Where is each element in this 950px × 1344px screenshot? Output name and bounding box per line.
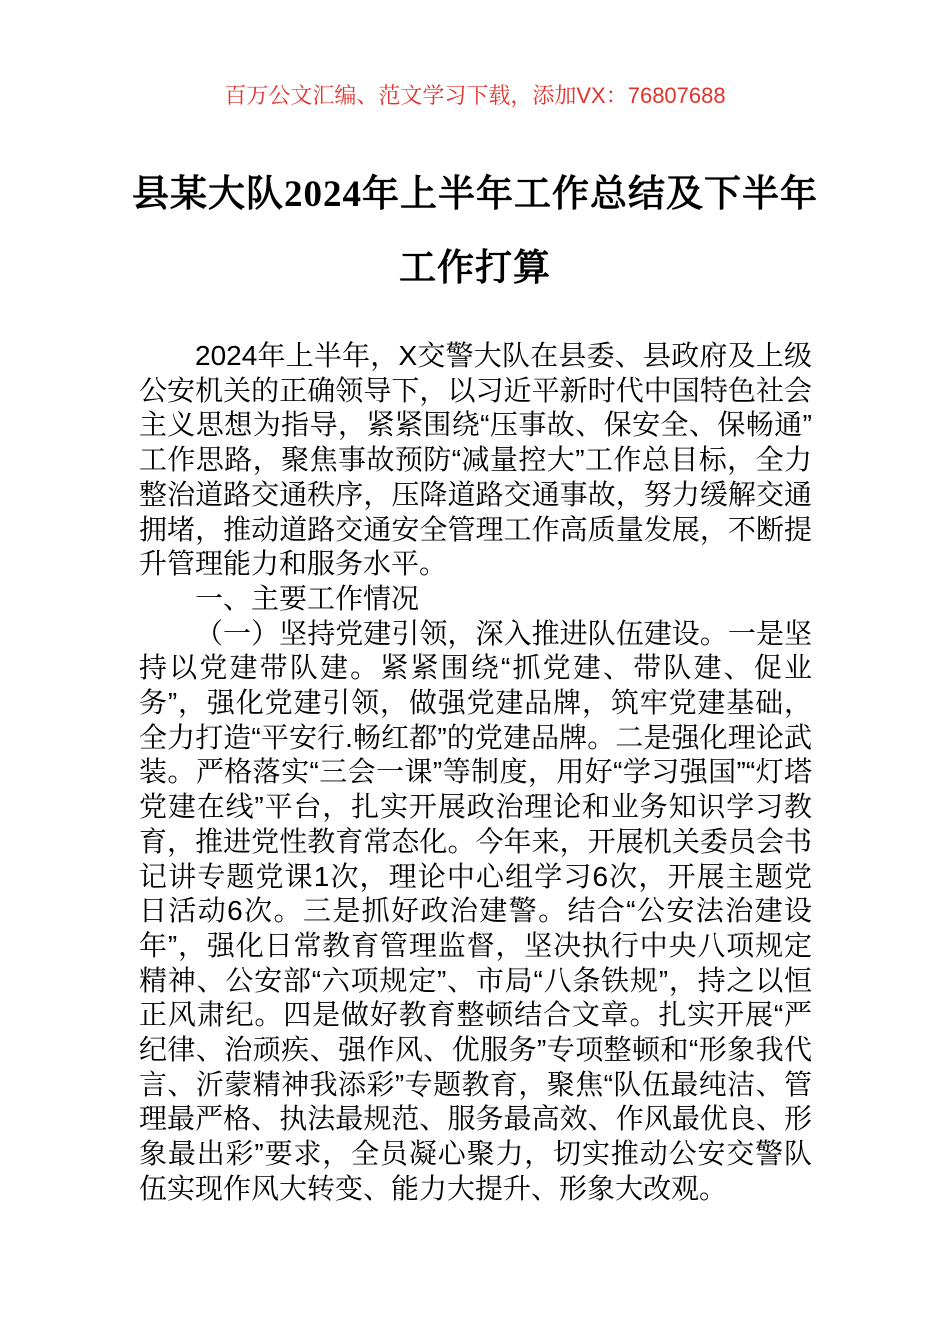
paragraph-intro: 2024年上半年，X交警大队在县委、县政府及上级公安机关的正确领导下，以习近平新时代中国特色社会主义思想为指导，紧紧围绕“压事故、保安全、保畅通”工作思路，聚焦事故预防“减量控大”工作总目标，全力整治道路交通秩序，压降道路交通事故，努力缓解交通拥堵，推动道路交通安全管理工作高质量发展，不断提升管理能力和服务水平。 bbox=[139, 340, 812, 580]
document-title-line-1: 县某大队2024年上半年工作总结及下半年 bbox=[132, 174, 818, 215]
paragraph-party-building: （一）坚持党建引领，深入推进队伍建设。一是坚持以党建带队建。紧紧围绕“抓党建、带队建、促业务”，强化党建引领，做强党建品牌，筑牢党建基础，全力打造“平安行.畅红都”的党建品牌。二是强化理论武装。严格落实“三会一课”等制度，用好“学习强国”“灯塔党建在线”平台，扎实开展政治理论和业务知识学习教育，推进党性教育常态化。今年来，开展机关委员会书记讲专题党课1次，理论中心组学习6次，开展主题党日活动6次。三是抓好政治建警。结合“公安法治建设年”，强化日常教育管理监督，坚决执行中央八项规定精神、公安部“六项规定”、市局“八条铁规”，持之以恒正风肃纪。四是做好教育整顿结合文章。扎实开展“严纪律、治顽疾、强作风、优服务”专项整顿和“形象我代言、沂蒙精神我添彩”专题教育，聚焦“队伍最纯洁、管理最严格、执法最规范、服务最高效、作风最优良、形象最出彩”要求，全员凝心聚力，切实推动公安交警队伍实现作风大转变、能力大提升、形象大改观。 bbox=[139, 617, 812, 1204]
section-heading-main-work: 一、主要工作情况 bbox=[195, 582, 420, 614]
promo-banner: 百万公文汇编、范文学习下载，添加VX：76807688 bbox=[224, 83, 726, 108]
document-title-line-2: 工作打算 bbox=[399, 248, 551, 289]
document-title bbox=[0, 158, 950, 306]
document-body bbox=[139, 339, 812, 1207]
